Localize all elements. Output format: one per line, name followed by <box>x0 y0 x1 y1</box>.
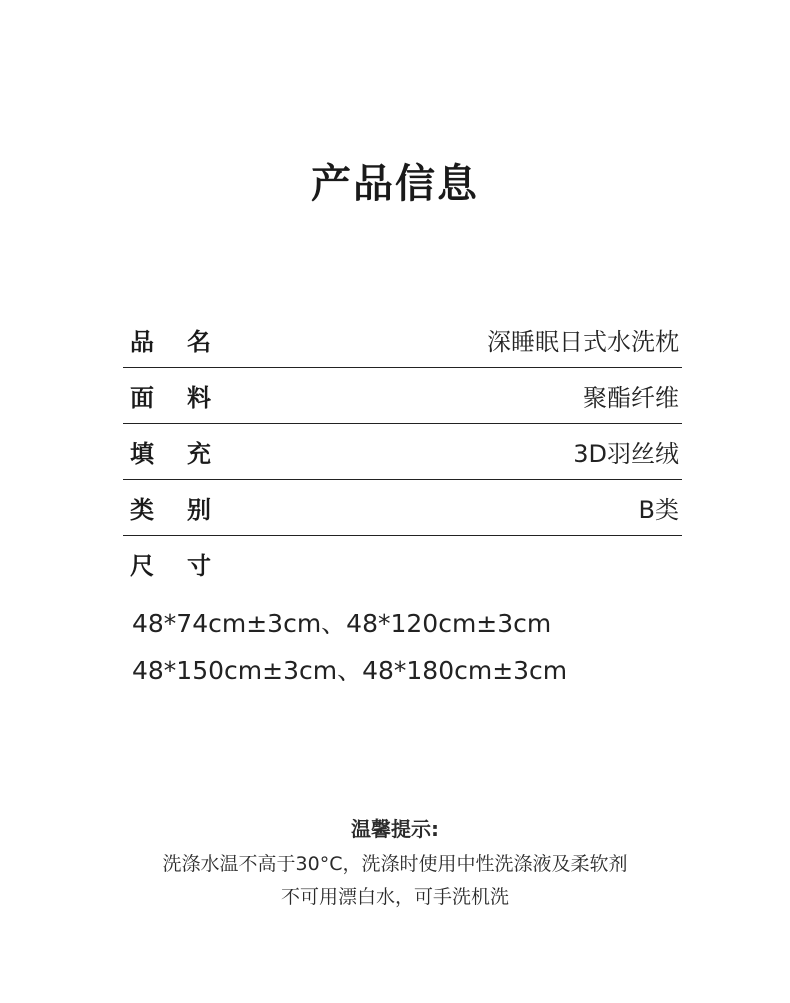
size-line: 48*74cm±3cm、48*120cm±3cm <box>132 609 552 638</box>
size-line: 48*150cm±3cm、48*180cm±3cm <box>132 656 568 685</box>
spec-label-category <box>130 490 244 525</box>
care-tips-title: 温馨提示: <box>351 817 439 841</box>
size-list <box>132 600 567 694</box>
page-title: 产品信息 <box>311 161 479 207</box>
spec-label-char: 料 <box>187 384 211 412</box>
spec-label-char: 填 <box>130 440 154 468</box>
spec-label-size <box>130 546 244 581</box>
spec-label-char: 寸 <box>187 552 211 580</box>
care-tips-line: 洗涤水温不高于30°C，洗涤时使用中性洗涤液及柔软剂 <box>162 853 628 875</box>
spec-value-name: 深睡眠日式水洗枕 <box>487 328 679 356</box>
spec-value-fabric: 聚酯纤维 <box>583 384 679 412</box>
spec-row-filling <box>123 424 682 480</box>
care-tips-line: 不可用漂白水，可手洗机洗 <box>280 886 509 908</box>
spec-label-name <box>130 322 244 357</box>
spec-label-char: 类 <box>130 496 154 524</box>
spec-label-char: 面 <box>130 384 154 412</box>
spec-row-fabric <box>123 368 682 424</box>
spec-row-size <box>123 536 682 592</box>
spec-row-category <box>123 480 682 536</box>
spec-table <box>123 312 682 592</box>
spec-label-filling <box>130 434 244 469</box>
spec-label-char: 别 <box>187 496 211 524</box>
spec-label-char: 充 <box>187 440 211 468</box>
spec-label-fabric <box>130 378 244 413</box>
spec-value-category: B类 <box>638 496 679 524</box>
spec-label-char: 品 <box>130 328 154 356</box>
spec-label-char: 名 <box>187 328 211 356</box>
spec-label-char: 尺 <box>130 552 154 580</box>
spec-row-name <box>123 312 682 368</box>
care-tips <box>0 814 790 914</box>
spec-value-filling: 3D羽丝绒 <box>573 440 679 468</box>
